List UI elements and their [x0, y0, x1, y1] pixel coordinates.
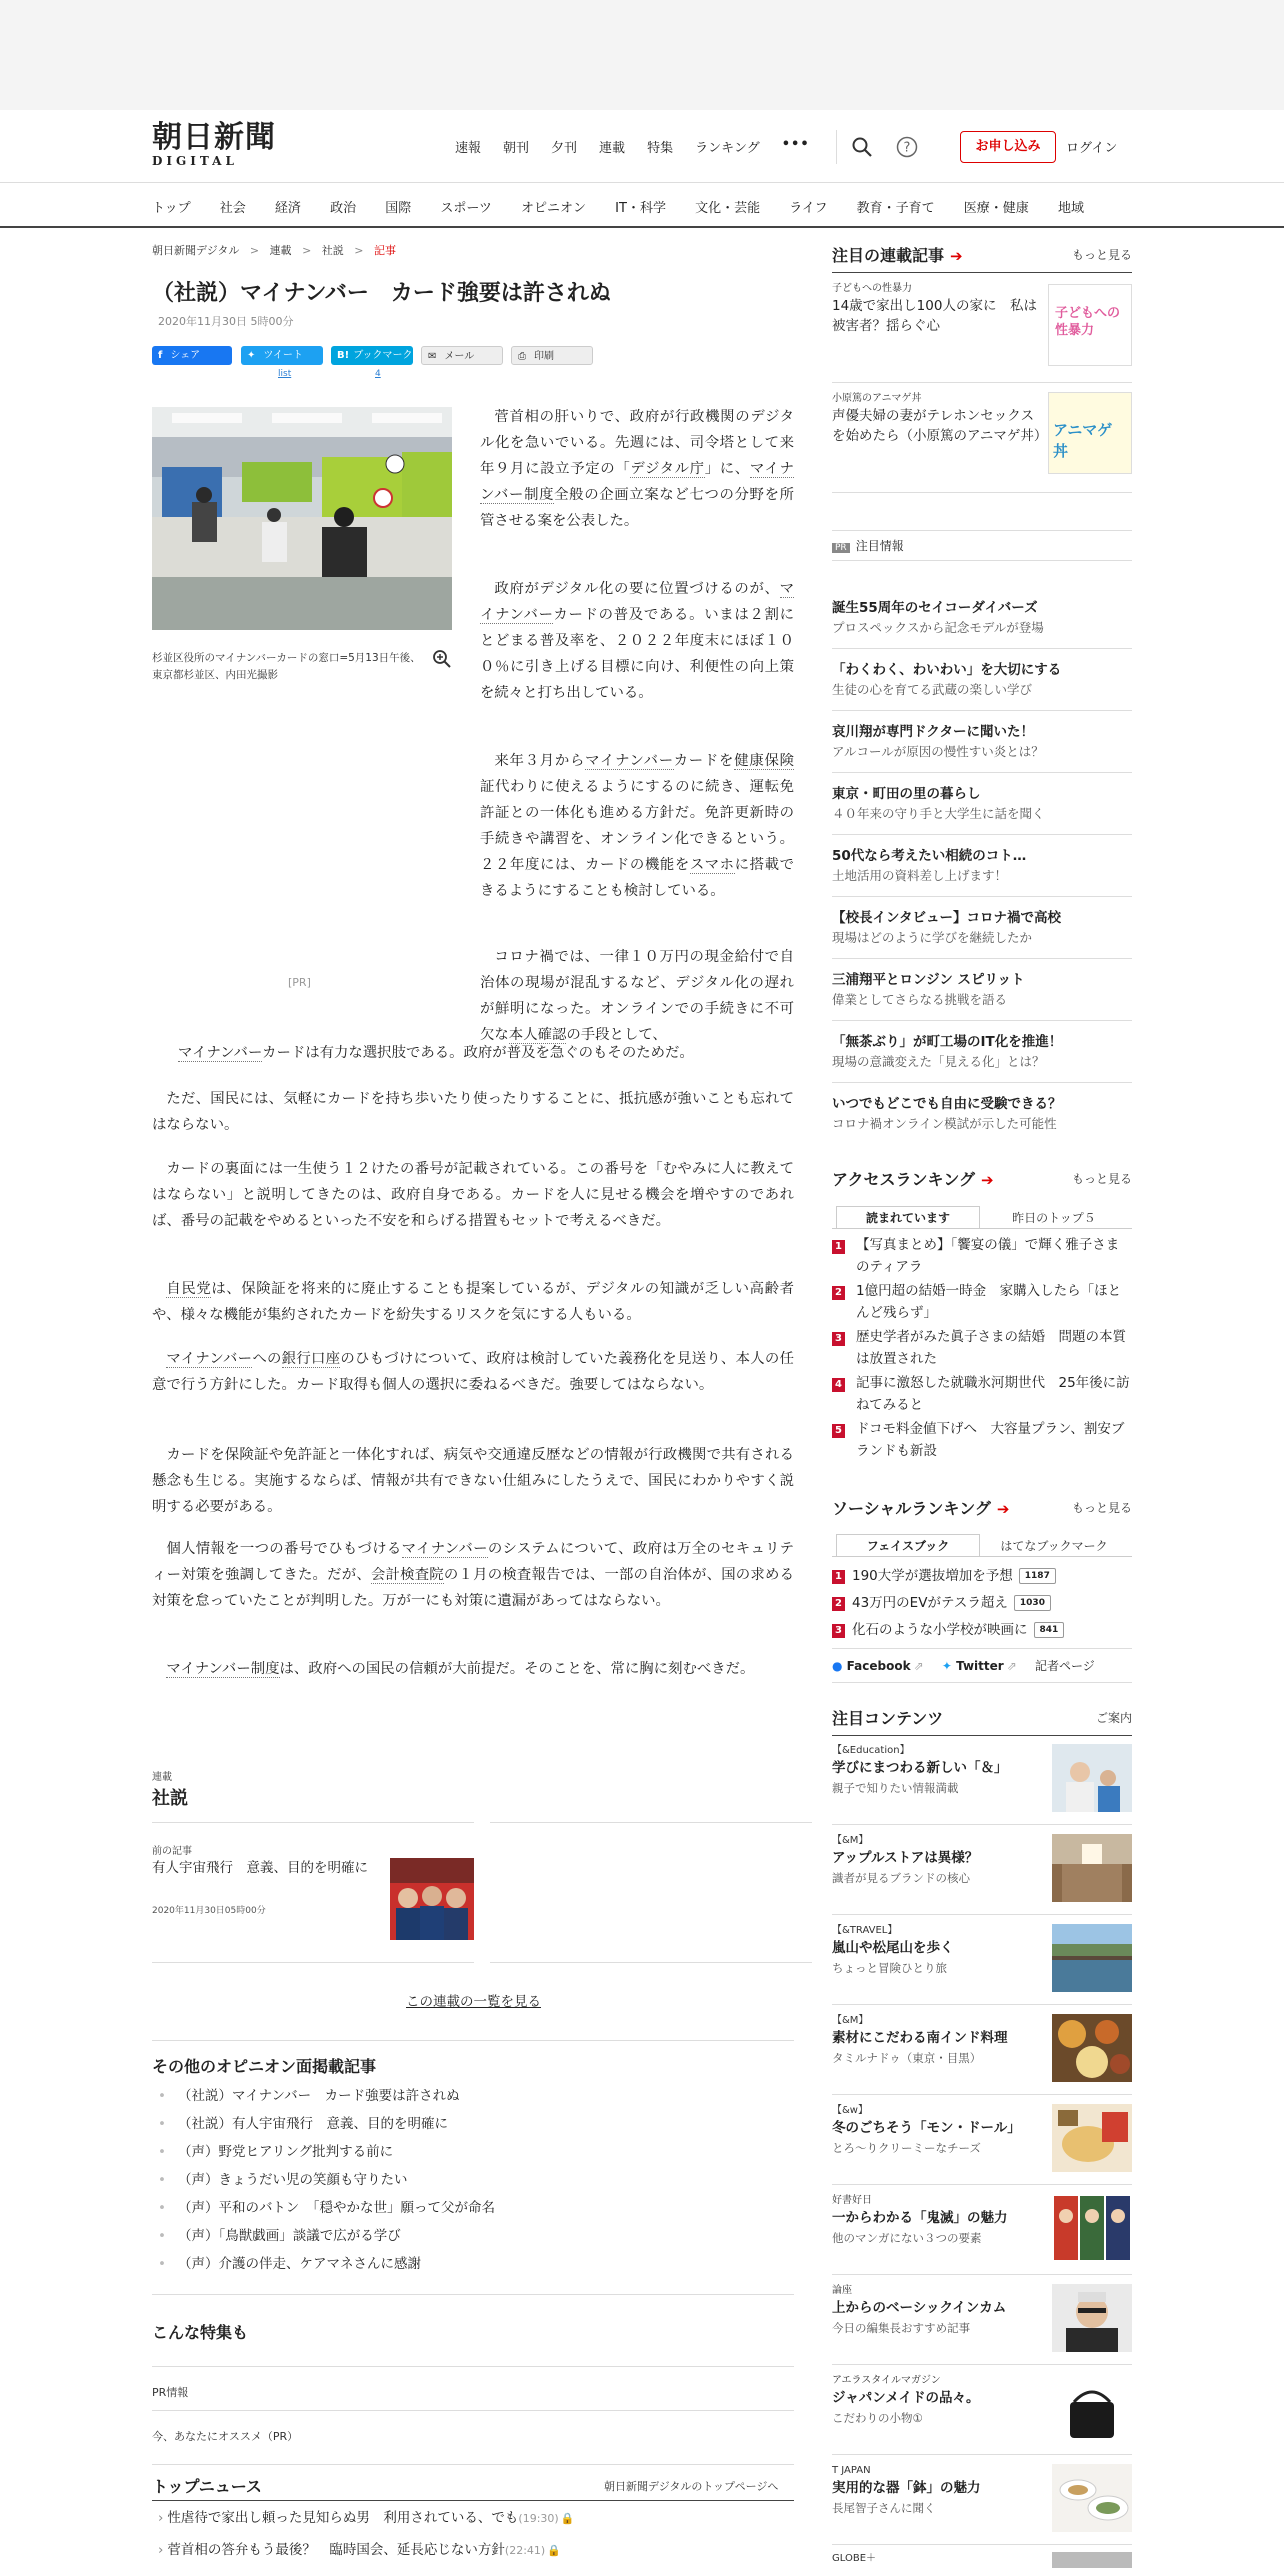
more-dots-icon[interactable]: •••	[781, 137, 810, 152]
pr-info-label: PR情報	[152, 2386, 189, 2399]
ranking-item[interactable]: 歴史学者がみた眞子さまの結婚 問題の本質は放置された	[856, 1329, 1126, 1367]
series-item[interactable]: 子どもへの性暴力 14歳で家出し100人の家に 私は被害者？揺らぐ心	[832, 283, 1037, 334]
hatena-icon: B!	[337, 350, 350, 361]
tab-hatena[interactable]: はてなブックマーク	[982, 1534, 1126, 1556]
header-link-morning[interactable]: 朝刊	[503, 141, 530, 156]
mail-icon: ✉	[428, 351, 437, 362]
series-more-link[interactable]: もっと見る	[1071, 248, 1132, 262]
divider	[832, 2094, 1132, 2095]
divider	[832, 530, 1132, 531]
article-paragraph: ただ、国民には、気軽にカードを持ち歩いたり使ったりすることに、抵抗感が強いことも忘れてはならない。	[152, 1091, 794, 1133]
content-thumb[interactable]	[1052, 2014, 1132, 2082]
keyword-link[interactable]: 健康保険	[734, 753, 794, 769]
article-paragraph: コロナ禍では、一律１０万円の現金給付で自治体の現場が混乱するなど、デジタル化の遅れが鮮明になった。オンラインでの手続きに不可欠な本人確認の手段として、	[480, 949, 794, 1043]
divider	[832, 2274, 1132, 2275]
keyword-link[interactable]: マイナンバー	[178, 1045, 263, 1061]
ranking-item[interactable]: 1億円超の結婚一時金 家購入したら「ほとんど残らず」	[856, 1283, 1122, 1321]
divider	[832, 1020, 1132, 1021]
ranking-item[interactable]: ドコモ料金値下げへ 大容量プラン、割安ブランドも新設	[856, 1421, 1125, 1459]
news-item[interactable]: › 性虐待で家出し頼った見知らぬ男 利用されている、でも(19:30) 🔒	[158, 2510, 575, 2526]
pr-item[interactable]: 50代なら考えたい相続のコト… 土地活用の資料差し上げます！	[832, 848, 1027, 883]
divider	[152, 2464, 794, 2465]
series-title[interactable]: 社説	[152, 1788, 188, 1809]
keyword-link[interactable]: マイナンバー制度	[480, 461, 794, 503]
nav-health[interactable]: 医療・健康	[963, 201, 1029, 216]
divider	[152, 2410, 794, 2411]
facebook-icon: ●	[832, 1659, 843, 1673]
pr-item[interactable]: 「無茶ぶり」が町工場のIT化を推進！ 現場の意識変えた「見える化」とは？	[832, 1034, 1063, 1069]
divider	[490, 1962, 812, 1963]
mail-button[interactable]: ✉ メール	[421, 346, 503, 365]
article-paragraph: 政府がデジタル化の要に位置づけるのが、マイナンバーカードの普及である。いまは２割にとどまる普及率を、２０２２年度末にほぼ１００％に引き上げる目標に向け、利便性の向上策を続々と打ち出している。	[480, 581, 794, 701]
apply-button[interactable]: お申し込み	[960, 131, 1056, 163]
series-thumb[interactable]: アニマゲ丼	[1048, 392, 1132, 474]
pr-item[interactable]: 哀川翔が専門ドクターに聞いた！ アルコールが原因の慢性すい炎とは？	[832, 724, 1044, 759]
content-item[interactable]: 論座 上からのベーシックインカム 今日の編集長おすすめ記事	[832, 2285, 1007, 2335]
divider	[832, 1824, 1132, 1825]
social-item[interactable]: 43万円のEVがテスラ超え 1030	[852, 1592, 1128, 1614]
breadcrumb-home[interactable]: 朝日新聞デジタル	[152, 244, 240, 257]
facebook-icon: f	[158, 350, 163, 361]
content-item[interactable]: 【&TRAVEL】 嵐山や松尾山を歩く ちょっと冒険ひとり旅	[832, 1925, 954, 1975]
social-ranking-heading: ソーシャルランキング ➔	[832, 1499, 1010, 1518]
keyword-link[interactable]: スマホ	[689, 857, 735, 873]
article-title: （社説）マイナンバー カード強要は許されぬ	[152, 281, 611, 306]
divider	[832, 896, 1132, 897]
ranking-item[interactable]: 【写真まとめ】「饗宴の儀」で輝く雅子さまのティアラ	[856, 1237, 1120, 1275]
content-thumb[interactable]	[1052, 2194, 1132, 2262]
top-news-heading: トップニュース	[152, 2477, 262, 2496]
tab-yesterday-top5[interactable]: 昨日のトップ５	[982, 1206, 1126, 1228]
pr-item[interactable]: 【校長インタビュー】コロナ禍で高校 現場はどのように学びを継続したか	[832, 910, 1061, 945]
pr-item[interactable]: 東京・町田の里の暮らし ４０年来の守り手と大学生に話を聞く	[832, 786, 1045, 821]
divider	[832, 1735, 1132, 1736]
header-link-series[interactable]: 連載	[599, 141, 626, 156]
social-item[interactable]: 化石のような小学校が映画に 841	[852, 1619, 1128, 1641]
divider	[490, 1822, 812, 1823]
article-paragraph: マイナンバー制度は、政府への国民の信頼が大前提だ。そのことを、常に胸に刻むべきだ。	[166, 1661, 755, 1677]
keyword-link[interactable]: 本人確認	[508, 1027, 567, 1043]
facebook-share-button[interactable]: f シェア	[152, 346, 232, 365]
twitter-icon: ✦	[941, 1659, 952, 1673]
article-photo[interactable]	[152, 407, 452, 630]
social-links	[832, 1657, 1095, 1674]
opinion-item[interactable]: • （声）野党ヒアリング批判する前に	[158, 2142, 393, 2162]
rank-number: 2	[832, 1597, 845, 1611]
rank-number: 5	[832, 1424, 845, 1438]
rank-number: 1	[832, 1570, 845, 1584]
keyword-link[interactable]: マイナンバー	[480, 581, 794, 623]
article-paragraph: カードを保険証や免許証と一体化すれば、病気や交通違反歴などの情報が行政機関で共有される懸念も生じる。実施するならば、情報が共有できない仕組みにしたうえで、国民にわかりやすく説明する必要がある。	[152, 1447, 794, 1515]
pr-label: [PR]	[288, 976, 311, 989]
content-item[interactable]: 【&w】 冬のごちそう「モン・ドール」 とろ～りクリーミーなチーズ	[832, 2105, 1021, 2155]
nav-life[interactable]: ライフ	[789, 201, 828, 216]
divider	[832, 2184, 1132, 2185]
content-item[interactable]: 【&M】 アップルストアは異様？ 識者が見るブランドの核心	[832, 1835, 979, 1885]
feature-heading: こんな特集も	[152, 2323, 249, 2342]
rank-number: 2	[832, 1286, 845, 1300]
divider	[832, 2544, 1132, 2545]
header-link-ranking[interactable]: ランキング	[695, 141, 760, 156]
opinion-item[interactable]: • （社説）有人宇宙飛行 意義、目的を明確に	[158, 2114, 448, 2134]
divider	[832, 382, 1132, 383]
breadcrumb-editorial[interactable]: 社説	[321, 244, 344, 257]
twitter-link[interactable]: Twitter	[956, 1659, 1004, 1673]
divider	[152, 1962, 474, 1963]
divider	[832, 1082, 1132, 1083]
keyword-link[interactable]: マイナンバー制度	[166, 1661, 280, 1677]
divider	[832, 492, 1132, 493]
pr-item[interactable]: いつでもどこでも自由に受験できる？ コロナ禍オンライン模試が示した可能性	[832, 1096, 1062, 1131]
article-paragraph: 個人情報を一つの番号でひもづけるマイナンバーのシステムについて、政府は万全のセキュリティー対策を強調してきた。だが、会計検査院の１月の検査報告では、一部の自治体が、国の求める対策を怠っていたことが判明した。万が一にも対策に遺漏があってはならない。	[152, 1541, 794, 1609]
hatena-bookmark-button[interactable]: B! ブックマーク	[331, 346, 413, 365]
divider	[832, 1914, 1132, 1915]
nav-culture[interactable]: 文化・芸能	[695, 201, 761, 216]
ranking-item[interactable]: 記事に激怒した就職氷河期世代 25年後に訪ねてみると	[856, 1375, 1130, 1413]
nav-it-science[interactable]: IT・科学	[615, 201, 666, 216]
content-item[interactable]: 【&Education】 学びにまつわる新しい「＆」 親子で知りたい情報満載	[832, 1745, 1008, 1795]
logo-title: 朝日新聞	[152, 120, 276, 155]
keyword-link[interactable]: 会計検査院	[370, 1567, 444, 1583]
opinion-item[interactable]: • （声）平和のバトン 「穏やかな世」願って父が命名	[158, 2198, 495, 2218]
pr-heading: PR 注目情報	[832, 537, 904, 554]
keyword-link[interactable]: 銀行口座	[281, 1351, 341, 1367]
svg-text:?: ?	[903, 140, 911, 156]
content-item[interactable]: アエラスタイルマガジン ジャパンメイドの品々。 こだわりの小物①	[832, 2375, 980, 2425]
zoom-icon[interactable]	[431, 648, 453, 670]
divider	[832, 958, 1132, 959]
recommend-label: 今、あなたにオススメ（PR）	[152, 2430, 299, 2443]
article-paragraph: 来年３月からマイナンバーカードを健康保険証代わりに使えるようにするのに続き、運転免許証との一体化も進める方針だ。免許更新時の手続きや講習を、オンライン化できるという。２２年度には、カードの機能をスマホに搭載できるようにすることも検討している。	[480, 753, 794, 899]
prev-article-title[interactable]: 有人宇宙飛行 意義、目的を明確に	[152, 1860, 368, 1876]
header-link-feature[interactable]: 特集	[647, 141, 674, 156]
social-item[interactable]: 190大学が選抜増加を予想 1187	[852, 1565, 1128, 1587]
nav-society[interactable]: 社会	[219, 201, 246, 216]
hatena-count[interactable]: 4	[375, 369, 381, 379]
global-nav	[0, 182, 1284, 228]
twitter-share-button[interactable]: ✦ ツイート	[241, 346, 323, 365]
header-divider	[836, 130, 837, 164]
content-item[interactable]: T JAPAN 実用的な器「鉢」の魅力 長尾智子さんに聞く	[832, 2465, 981, 2515]
chevron-right-icon: ›	[158, 2542, 164, 2558]
contents-info-link[interactable]: ご案内	[1095, 1711, 1132, 1725]
keyword-link[interactable]: マイナンバー	[585, 753, 674, 769]
photo-caption: 杉並区役所のマイナンバーカードの窓口=5月13日午後、東京都杉並区、内田光撮影	[152, 652, 421, 681]
twitter-icon: ✦	[247, 350, 256, 361]
divider	[832, 1682, 1132, 1683]
contents-heading: 注目コンテンツ	[832, 1709, 944, 1728]
pr-item[interactable]: 三浦翔平とロンジン スピリット 偉業としてさらなる挑戦を語る	[832, 972, 1025, 1007]
article-paragraph: 自民党は、保険証を将来的に廃止することも提案しているが、デジタルの知識が乏しい高齢者や、様々な機能が集約されたカードを紛失するリスクを気にする人もいる。	[152, 1281, 794, 1323]
divider	[152, 2040, 794, 2041]
login-link[interactable]: ログイン	[1066, 141, 1118, 156]
article-date: 2020年11月30日 5時00分	[158, 315, 294, 328]
divider	[832, 2364, 1132, 2365]
site-logo[interactable]	[152, 122, 282, 172]
access-more-link[interactable]: もっと見る	[1071, 1172, 1132, 1186]
rank-number: 1	[832, 1240, 845, 1254]
nav-international[interactable]: 国際	[385, 201, 412, 216]
logo-subtitle: DIGITAL	[152, 154, 238, 168]
lock-icon: 🔒	[547, 2544, 561, 2557]
header-link-evening[interactable]: 夕刊	[551, 141, 578, 156]
divider	[832, 648, 1132, 649]
content-thumb[interactable]	[1052, 2284, 1132, 2352]
content-thumb[interactable]	[1052, 2104, 1132, 2172]
arrow-right-icon: ➔	[950, 247, 963, 265]
nav-sports[interactable]: スポーツ	[440, 201, 492, 216]
keyword-link[interactable]: 自民党	[166, 1281, 212, 1297]
keyword-link[interactable]: デジタル庁	[630, 461, 705, 477]
external-link-icon: ⇗	[1006, 1659, 1017, 1673]
divider	[152, 2294, 794, 2295]
series-thumb[interactable]: 子どもへの性暴力	[1048, 284, 1132, 366]
tab-facebook[interactable]: フェイスブック	[836, 1534, 980, 1556]
header-links	[455, 137, 832, 156]
series-list-link[interactable]: この連載の一覧を見る	[406, 1994, 541, 2010]
content-item[interactable]: GLOBE＋	[832, 2553, 877, 2564]
nav-top[interactable]: トップ	[152, 201, 191, 216]
nav-economy[interactable]: 経済	[274, 201, 301, 216]
content-thumb[interactable]	[1052, 2552, 1132, 2568]
divider	[832, 2454, 1132, 2455]
top-page-link[interactable]: 朝日新聞デジタルのトップページへ	[604, 2480, 779, 2493]
divider	[832, 2004, 1132, 2005]
top-ad-band	[0, 0, 1284, 110]
access-ranking-heading: アクセスランキング ➔	[832, 1170, 994, 1189]
lock-icon: 🔒	[560, 2512, 575, 2525]
keyword-link[interactable]: マイナンバー	[166, 1351, 253, 1367]
rank-number: 4	[832, 1378, 845, 1392]
divider	[832, 560, 1132, 561]
keyword-link[interactable]: マイナンバー	[401, 1541, 488, 1557]
divider	[832, 772, 1132, 773]
opinion-heading: その他のオピニオン面掲載記事	[152, 2057, 377, 2076]
external-link-icon: ⇗	[913, 1659, 924, 1673]
series-label: 連載	[152, 1772, 172, 1783]
nav-opinion[interactable]: オピニオン	[521, 201, 587, 216]
arrow-right-icon: ➔	[981, 1171, 994, 1189]
divider	[152, 2500, 794, 2501]
divider	[832, 1556, 1132, 1557]
series-item[interactable]: 小原篤のアニマゲ丼 声優夫婦の妻がテレホンセックスを始めたら（小原篤のアニマゲ丼）	[832, 393, 1048, 444]
divider	[832, 1228, 1132, 1229]
arrow-right-icon: ➔	[996, 1500, 1010, 1518]
series-sidebar-heading: 注目の連載記事 ➔	[832, 246, 963, 265]
divider	[832, 834, 1132, 835]
opinion-item[interactable]: • （声）「鳥獣戯画」談議で広がる学び	[158, 2226, 401, 2246]
header-link-breaking[interactable]: 速報	[455, 141, 482, 156]
prev-article-date: 2020年11月30日05時00分	[152, 1906, 266, 1916]
content-thumb[interactable]	[1052, 2374, 1132, 2442]
tab-most-read[interactable]: 読まれています	[836, 1206, 980, 1228]
content-thumb[interactable]	[1052, 2464, 1132, 2532]
news-item[interactable]: › 菅首相の答弁もう最後？ 臨時国会、延長応じない方針(22:41) 🔒	[158, 2542, 561, 2558]
opinion-item[interactable]: • （声）きょうだい児の笑顔も守りたい	[158, 2170, 407, 2190]
prev-article-thumb[interactable]	[390, 1858, 474, 1940]
chevron-right-icon: ›	[158, 2510, 164, 2526]
divider	[152, 1822, 474, 1823]
rank-number: 3	[832, 1332, 845, 1346]
facebook-link[interactable]: Facebook	[846, 1659, 911, 1673]
twitter-count[interactable]: list	[278, 369, 292, 379]
opinion-item[interactable]: • （社説）マイナンバー カード強要は許されぬ	[158, 2086, 460, 2106]
prev-article-label: 前の記事	[152, 1846, 192, 1857]
rank-number: 3	[832, 1624, 845, 1638]
print-button[interactable]: ⎙ 印刷	[511, 346, 593, 365]
divider	[152, 2366, 794, 2367]
nav-education[interactable]: 教育・子育て	[856, 201, 935, 216]
content-thumb[interactable]	[1052, 1834, 1132, 1902]
content-item[interactable]: 【&M】 素材にこだわる南インド料理 タミルナドゥ（東京・目黒）	[832, 2015, 1008, 2065]
pr-badge: PR	[832, 543, 850, 553]
nav-region[interactable]: 地域	[1057, 201, 1084, 216]
social-more-link[interactable]: もっと見る	[1071, 1501, 1132, 1515]
nav-politics[interactable]: 政治	[330, 201, 357, 216]
breadcrumb-current: 記事	[374, 244, 396, 257]
content-thumb[interactable]	[1052, 1744, 1132, 1812]
divider	[832, 1648, 1132, 1649]
divider	[832, 272, 1132, 273]
reporter-page-link[interactable]: 記者ページ	[1034, 1659, 1095, 1673]
content-thumb[interactable]	[1052, 1924, 1132, 1992]
divider	[832, 710, 1132, 711]
print-icon: ⎙	[518, 351, 526, 362]
breadcrumb-series[interactable]: 連載	[269, 244, 292, 257]
breadcrumb: 朝日新聞デジタル > 連載 > 社説 > 記事	[152, 244, 396, 257]
pr-item[interactable]: 誕生55周年のセイコーダイバーズ プロスペックスから記念モデルが登場	[832, 600, 1044, 635]
article-paragraph: カードの裏面には一生使う１２けたの番号が記載されている。この番号を「むやみに人に教えてはならない」と説明してきたのは、政府自身である。カードを人に見せる機会を増やすのであれば、番号の記載をやめるといった不安を和らげる措置もセットで考えるべきだ。	[152, 1161, 794, 1229]
content-item[interactable]: 好書好日 一からわかる「鬼滅」の魅力 他のマンガにない３つの要素	[832, 2195, 1008, 2245]
article-paragraph-cont: マイナンバーカードは有力な選択肢である。政府が普及を急ぐのもそのためだ。	[178, 1045, 694, 1061]
opinion-item[interactable]: • （声）介護の伴走、ケアマネさんに感謝	[158, 2254, 421, 2274]
help-icon[interactable]	[895, 135, 919, 159]
article-paragraph: 菅首相の肝いりで、政府が行政機関のデジタル化を急いでいる。先週には、司令塔として来年９月に設立予定の「デジタル庁」に、マイナンバー制度全般の企画立案など七つの分野を所管させる案を公表した。	[480, 409, 794, 529]
search-icon[interactable]	[850, 135, 874, 159]
pr-item[interactable]: 「わくわく、わいわい」を大切にする 生徒の心を育てる武蔵の楽しい学び	[832, 662, 1062, 697]
article-paragraph: マイナンバーへの銀行口座のひもづけについて、政府は検討していた義務化を見送り、本人の任意で行う方針にした。カード取得も個人の選択に委ねるべきだ。強要してはならない。	[152, 1351, 794, 1393]
